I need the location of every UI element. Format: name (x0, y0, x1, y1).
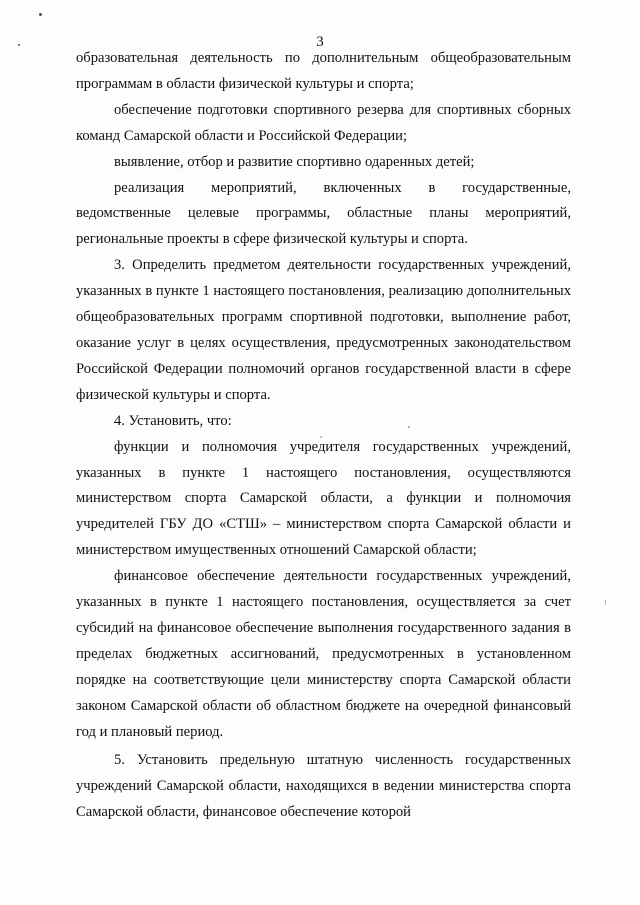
paragraph: образовательная деятельность по дополнительным общеобразовательным программам в области физической культуры и спорта; (76, 50, 571, 92)
document-body (76, 46, 571, 826)
paragraph: 3. Определить предметом деятельности государственных учреждений, указанных в пункте 1 настоящего постановления, реализацию дополнительных общеобразовательных программ спортивной подготовки, выполнение работ, оказание услуг в целях осуществления, предусмотренных законодательством Российской Федерации полномочий органов государственной власти в сфере физической культуры и спорта. (76, 257, 571, 403)
paragraph: 5. Установить предельную штатную численность государственных учреждений Самарской области, находящихся в ведении министерства спорта Самарской области, финансовое обеспечение которой (76, 752, 571, 821)
page-number: 3 (316, 34, 324, 50)
scan-speck (605, 600, 606, 605)
paragraph: 4. Установить, что: (114, 412, 232, 429)
paragraph: обеспечение подготовки спортивного резерва для спортивных сборных команд Самарской области и Российской Федерации; (76, 101, 571, 144)
scan-speck (39, 13, 42, 16)
paragraph: финансовое обеспечение деятельности государственных учреждений, указанных в пункте 1 настоящего постановления, осуществляется за счет субсидий на финансовое обеспечение выполнения государственного задания в пределах бюджетных ассигнований, предусмотренных в установленном порядке на соответствующие цели министерству спорта Самарской области законом Самарской области об областном бюджете на очередной финансовый год и плановый период. (76, 568, 571, 740)
paragraph: функции и полномочия учредителя государственных учреждений, указанных в пункте 1 настоящего постановления, осуществляются министерством спорта Самарской области, а функции и полномочия учредителей ГБУ ДО «СТШ» – министерством спорта Самарской области и министерством имущественных отношений Самарской области; (76, 438, 571, 559)
paragraph: выявление, отбор и развитие спортивно одаренных детей; (114, 153, 475, 170)
paragraph: реализация мероприятий, включенных в государственные, ведомственные целевые программы, областные планы мероприятий, региональные проекты в сфере физической культуры и спорта. (76, 179, 571, 248)
